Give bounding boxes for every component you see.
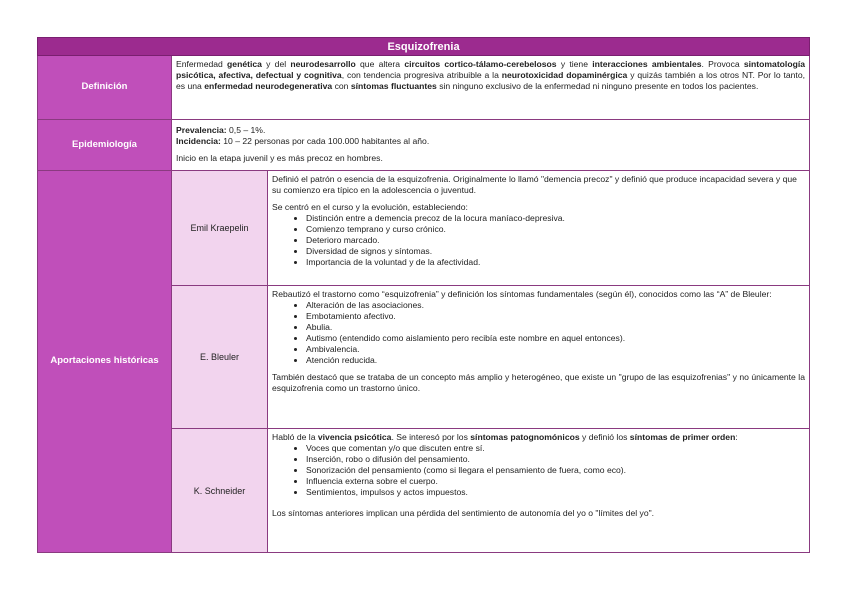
- prevalencia-line: [176, 125, 805, 136]
- definicion-segment-bold: interacciones ambientales: [592, 59, 702, 69]
- author-kraepelin: Emil Kraepelin: [172, 171, 268, 285]
- list-item: • Abulia.: [306, 322, 805, 333]
- schizophrenia-table: [37, 37, 810, 553]
- schneider-segment-bold: vivencia psicótica: [317, 432, 392, 442]
- list-item: • Sonorización del pensamiento (como si llegara el pensamiento de fuera, como eco).: [306, 465, 805, 476]
- list-item: • Atención reducida.: [306, 355, 805, 366]
- bleuler-p2: También destacó que se trataba de un concepto más amplio y heterogéneo, que existe un "grupo de las esquizofrenias" y no únicamente la esquizofrenia como un trastorno único.: [272, 372, 805, 393]
- bleuler-list: [272, 300, 805, 366]
- definicion-segment-bold: sintomatología psicótica, afectiva, defectual y cognitiva: [176, 59, 805, 80]
- definicion-segment-bold: enfermedad neurodegenerativa: [204, 81, 333, 91]
- kraepelin-p2: Se centró en el curso y la evolución, estableciendo:: [272, 202, 468, 212]
- list-item: • Voces que comentan y/o que discuten entre sí.: [306, 443, 805, 454]
- schneider-segment-bold: síntomas de primer orden: [629, 432, 736, 442]
- definicion-segment-bold: circuitos cortico-tálamo-cerebelosos: [404, 59, 557, 69]
- schneider-segment-text: Habló de la: [272, 432, 318, 442]
- table-title: Esquizofrenia: [37, 37, 810, 56]
- list-item: • Diversidad de signos y síntomas.: [306, 246, 805, 257]
- kraepelin-list: [272, 213, 805, 268]
- list-item: • Embotamiento afectivo.: [306, 311, 805, 322]
- definicion-segment-text: con: [332, 81, 351, 91]
- list-item: • Inserción, robo o difusión del pensamiento.: [306, 454, 805, 465]
- list-item: • Ambivalencia.: [306, 344, 805, 355]
- bleuler-p1: Rebautizó el trastorno como “esquizofrenia” y definición los síntomas fundamentales (según él), conocidos como las “A” de Bleuler:: [272, 289, 772, 299]
- definicion-paragraph: [176, 59, 805, 92]
- schneider-text: [268, 429, 809, 552]
- incidencia-label: Incidencia:: [176, 136, 221, 146]
- kraepelin-text: [268, 171, 809, 285]
- schneider-intro: [272, 432, 805, 443]
- definicion-segment-bold: neurotoxicidad dopaminérgica: [501, 70, 628, 80]
- definicion-segment-text: y del: [261, 59, 291, 69]
- definicion-segment-bold: genética: [227, 59, 262, 69]
- list-item: • Comienzo temprano y curso crónico.: [306, 224, 805, 235]
- bleuler-text: [268, 286, 809, 428]
- schneider-p2: Los síntomas anteriores implican una pérdida del sentimiento de autonomía del yo o "límites del yo".: [272, 508, 655, 518]
- schneider-list: [272, 443, 805, 498]
- schneider-segment-text: y definió los: [579, 432, 630, 442]
- kraepelin-p1: Definió el patrón o esencia de la esquizofrenia. Originalmente lo llamó "demencia precoz" y definió que produce incapacidad severa y que su comienzo era típico en la adolescencia o juventud.: [272, 174, 797, 195]
- inicio-line: Inicio en la etapa juvenil y es más precoz en hombres.: [176, 153, 383, 163]
- definicion-segment-text: y tiene: [556, 59, 593, 69]
- list-item: • Distinción entre a demencia precoz de la locura maníaco-depresiva.: [306, 213, 805, 224]
- definicion-segment-text: sin ninguno exclusivo de la enfermedad ni ninguno presente en todos los pacientes.: [436, 81, 759, 91]
- schneider-segment-bold: síntomas patognomónicos: [470, 432, 580, 442]
- author-schneider: K. Schneider: [172, 429, 268, 552]
- author-bleuler: E. Bleuler: [172, 286, 268, 428]
- definicion-segment-bold: neurodesarrollo: [290, 59, 356, 69]
- definicion-segment-text: . Provoca: [701, 59, 744, 69]
- schneider-segment-text: . Se interesó por los: [391, 432, 471, 442]
- epidemiologia-text: [172, 120, 809, 170]
- list-item: • Deterioro marcado.: [306, 235, 805, 246]
- label-epidemiologia: Epidemiología: [38, 120, 172, 170]
- prevalencia-value: 0,5 – 1%.: [226, 125, 266, 135]
- definicion-segment-text: que altera: [355, 59, 405, 69]
- row-definicion: [37, 56, 810, 120]
- subrow-kraepelin: [172, 171, 809, 286]
- list-item: • Alteración de las asociaciones.: [306, 300, 805, 311]
- list-item: • Sentimientos, impulsos y actos impuestos.: [306, 487, 805, 498]
- row-epidemiologia: [37, 120, 810, 171]
- incidencia-value: 10 – 22 personas por cada 100.000 habitantes al año.: [220, 136, 430, 146]
- label-aportaciones: Aportaciones históricas: [38, 171, 172, 552]
- list-item: • Influencia externa sobre el cuerpo.: [306, 476, 805, 487]
- definicion-segment-text: , con tendencia progresiva atribuible a la: [341, 70, 502, 80]
- schneider-segment-text: :: [735, 432, 738, 442]
- definicion-segment-bold: síntomas fluctuantes: [350, 81, 437, 91]
- row-aportaciones: [37, 171, 810, 553]
- label-definicion: Definición: [38, 56, 172, 119]
- definicion-segment-text: y quizás también a los otros NT. Por lo tanto, es una: [176, 70, 805, 91]
- subrow-bleuler: [172, 286, 809, 429]
- list-item: • Autismo (entendido como aislamiento pero recibía este nombre en aquel entonces).: [306, 333, 805, 344]
- definicion-segment-text: Enfermedad: [176, 59, 228, 69]
- subrow-schneider: [172, 429, 809, 552]
- incidencia-line: [176, 136, 805, 147]
- prevalencia-label: Prevalencia:: [176, 125, 227, 135]
- aportaciones-subtable: [172, 171, 809, 552]
- list-item: • Importancia de la voluntad y de la afectividad.: [306, 257, 805, 268]
- definicion-text: [172, 56, 809, 119]
